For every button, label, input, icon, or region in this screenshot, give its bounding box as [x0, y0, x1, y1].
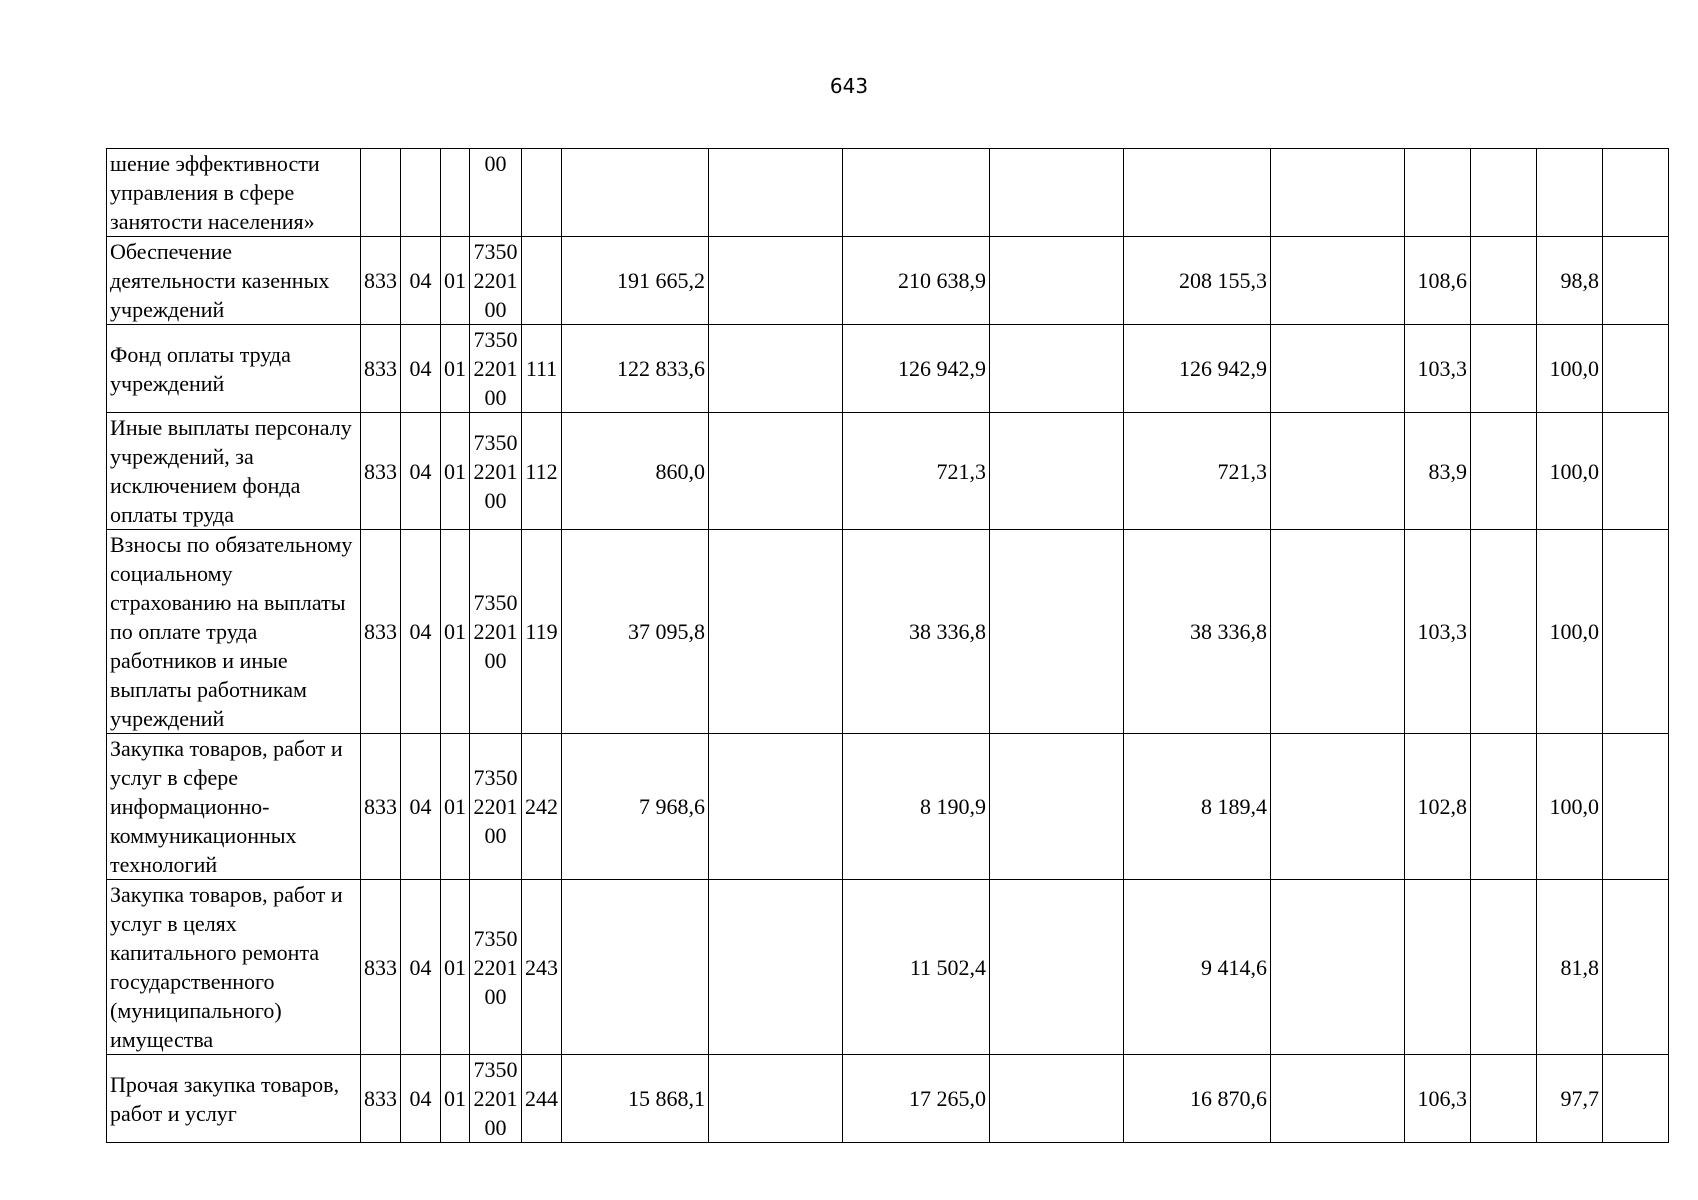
ministry-code-cell: 833 [361, 1055, 401, 1143]
percent-cell: 97,7 [1537, 1055, 1603, 1143]
section-code-cell: 04 [401, 325, 441, 413]
target-article-code-part: 00 [484, 983, 507, 1009]
amount-cell [843, 149, 990, 237]
percent-cell [1405, 149, 1471, 237]
target-article-code-part: 00 [484, 487, 507, 513]
amount-cell [1271, 413, 1405, 530]
expense-type-code-cell: 242 [522, 734, 562, 880]
amount-cell [1271, 237, 1405, 325]
amount-cell [1271, 325, 1405, 413]
target-article-code-part: 2201 [473, 356, 518, 381]
percent-cell [1603, 734, 1669, 880]
amount-cell [709, 880, 843, 1055]
amount-cell [990, 530, 1124, 734]
target-article-code-cell [470, 1055, 522, 1143]
amount-cell: 860,0 [562, 413, 709, 530]
target-article-code-part: 7350 [473, 1057, 518, 1082]
amount-cell [1271, 1055, 1405, 1143]
row-name-cell: Иные выплаты персоналу учреждений, за исключением фонда оплаты труда [107, 413, 361, 530]
expense-type-code-cell: 119 [522, 530, 562, 734]
row-name-cell: Взносы по обязательному социальному страхованию на выплаты по оплате труда работников и иные выплаты работникам учреждений [107, 530, 361, 734]
row-name-cell: Закупка товаров, работ и услуг в целях капитального ремонта государственного (муниципального) имущества [107, 880, 361, 1055]
table-row [107, 1055, 1669, 1143]
target-article-code-part: 2201 [473, 954, 518, 980]
amount-cell: 38 336,8 [1124, 530, 1271, 734]
percent-cell [1603, 237, 1669, 325]
percent-cell [1471, 413, 1537, 530]
target-article-code-part: 2201 [473, 619, 518, 644]
subsection-code-cell: 01 [441, 325, 470, 413]
target-article-code-part: 00 [484, 648, 507, 673]
percent-cell: 100,0 [1537, 530, 1603, 734]
target-article-code-cell [470, 734, 522, 880]
percent-cell [1405, 880, 1471, 1055]
percent-cell: 100,0 [1537, 413, 1603, 530]
table-row [107, 237, 1669, 325]
amount-cell [990, 880, 1124, 1055]
amount-cell: 37 095,8 [562, 530, 709, 734]
target-article-code-cell [470, 237, 522, 325]
amount-cell: 8 190,9 [843, 734, 990, 880]
target-article-code-part: 7350 [473, 429, 518, 455]
amount-cell [709, 734, 843, 880]
percent-cell: 103,3 [1405, 530, 1471, 734]
amount-cell [990, 149, 1124, 237]
percent-cell: 100,0 [1537, 325, 1603, 413]
subsection-code-cell: 01 [441, 734, 470, 880]
ministry-code-cell [361, 149, 401, 237]
section-code-cell [401, 149, 441, 237]
section-code-cell: 04 [401, 530, 441, 734]
target-article-code-part: 00 [484, 151, 507, 176]
percent-cell [1603, 325, 1669, 413]
percent-cell: 103,3 [1405, 325, 1471, 413]
table-row [107, 530, 1669, 734]
percent-cell [1471, 530, 1537, 734]
amount-cell [990, 734, 1124, 880]
amount-cell: 17 265,0 [843, 1055, 990, 1143]
row-name-cell: Обеспечение деятельности казенных учреждений [107, 237, 361, 325]
target-article-code-part: 2201 [473, 794, 518, 819]
target-article-code-part: 7350 [473, 765, 518, 790]
target-article-code-part: 2201 [473, 268, 518, 293]
amount-cell [990, 1055, 1124, 1143]
subsection-code-cell: 01 [441, 237, 470, 325]
section-code-cell: 04 [401, 413, 441, 530]
percent-cell: 100,0 [1537, 734, 1603, 880]
row-name-cell: Закупка товаров, работ и услуг в сфере информационно-коммуникационных технологий [107, 734, 361, 880]
ministry-code-cell: 833 [361, 237, 401, 325]
percent-cell [1603, 530, 1669, 734]
amount-cell: 126 942,9 [1124, 325, 1271, 413]
amount-cell: 8 189,4 [1124, 734, 1271, 880]
percent-cell [1471, 1055, 1537, 1143]
target-article-code-part: 00 [484, 823, 507, 848]
amount-cell [990, 325, 1124, 413]
table-row [107, 325, 1669, 413]
amount-cell: 15 868,1 [562, 1055, 709, 1143]
ministry-code-cell: 833 [361, 325, 401, 413]
percent-cell: 108,6 [1405, 237, 1471, 325]
target-article-code-part: 00 [484, 385, 507, 410]
percent-cell [1471, 325, 1537, 413]
section-code-cell: 04 [401, 734, 441, 880]
target-article-code-cell [470, 530, 522, 734]
table-row [107, 413, 1669, 530]
percent-cell: 106,3 [1405, 1055, 1471, 1143]
expense-type-code-cell [522, 237, 562, 325]
target-article-code-part: 2201 [473, 458, 518, 484]
amount-cell: 208 155,3 [1124, 237, 1271, 325]
target-article-code-cell [470, 325, 522, 413]
percent-cell: 98,8 [1537, 237, 1603, 325]
amount-cell: 11 502,4 [843, 880, 990, 1055]
row-name-cell: Прочая закупка товаров, работ и услуг [107, 1055, 361, 1143]
section-code-cell: 04 [401, 237, 441, 325]
target-article-code-part: 2201 [473, 1086, 518, 1111]
amount-cell [709, 325, 843, 413]
page-number: 643 [829, 74, 869, 98]
amount-cell [562, 880, 709, 1055]
table-row [107, 734, 1669, 880]
percent-cell: 81,8 [1537, 880, 1603, 1055]
percent-cell: 102,8 [1405, 734, 1471, 880]
target-article-code-part: 7350 [473, 239, 518, 264]
amount-cell: 122 833,6 [562, 325, 709, 413]
amount-cell [1124, 149, 1271, 237]
amount-cell [562, 149, 709, 237]
table-row [107, 149, 1669, 237]
expense-type-code-cell: 111 [522, 325, 562, 413]
percent-cell [1471, 880, 1537, 1055]
section-code-cell: 04 [401, 1055, 441, 1143]
target-article-code-part: 7350 [473, 590, 518, 615]
amount-cell [1271, 530, 1405, 734]
amount-cell [990, 413, 1124, 530]
amount-cell [709, 413, 843, 530]
percent-cell [1603, 880, 1669, 1055]
target-article-code-cell [470, 880, 522, 1055]
subsection-code-cell [441, 149, 470, 237]
amount-cell: 721,3 [843, 413, 990, 530]
percent-cell [1603, 149, 1669, 237]
target-article-code-cell [470, 413, 522, 530]
percent-cell: 83,9 [1405, 413, 1471, 530]
amount-cell: 721,3 [1124, 413, 1271, 530]
percent-cell [1537, 149, 1603, 237]
ministry-code-cell: 833 [361, 880, 401, 1055]
amount-cell [709, 237, 843, 325]
expense-type-code-cell: 243 [522, 880, 562, 1055]
subsection-code-cell: 01 [441, 413, 470, 530]
subsection-code-cell: 01 [441, 530, 470, 734]
expense-type-code-cell: 112 [522, 413, 562, 530]
amount-cell: 38 336,8 [843, 530, 990, 734]
amount-cell: 126 942,9 [843, 325, 990, 413]
expense-type-code-cell: 244 [522, 1055, 562, 1143]
ministry-code-cell: 833 [361, 734, 401, 880]
amount-cell [709, 530, 843, 734]
target-article-code-cell [470, 149, 522, 237]
percent-cell [1471, 149, 1537, 237]
amount-cell [990, 237, 1124, 325]
table-row [107, 880, 1669, 1055]
percent-cell [1603, 1055, 1669, 1143]
amount-cell [709, 149, 843, 237]
ministry-code-cell: 833 [361, 530, 401, 734]
amount-cell: 9 414,6 [1124, 880, 1271, 1055]
percent-cell [1471, 237, 1537, 325]
amount-cell: 7 968,6 [562, 734, 709, 880]
subsection-code-cell: 01 [441, 1055, 470, 1143]
amount-cell [1271, 149, 1405, 237]
expense-type-code-cell [522, 149, 562, 237]
amount-cell: 16 870,6 [1124, 1055, 1271, 1143]
target-article-code-part: 7350 [473, 327, 518, 352]
amount-cell [1271, 880, 1405, 1055]
row-name-cell: Фонд оплаты труда учреждений [107, 325, 361, 413]
percent-cell [1471, 734, 1537, 880]
target-article-code-part: 00 [484, 297, 507, 322]
row-name-cell: шение эффективности управления в сфере занятости населения» [107, 149, 361, 237]
budget-execution-table [106, 148, 1669, 1143]
subsection-code-cell: 01 [441, 880, 470, 1055]
ministry-code-cell: 833 [361, 413, 401, 530]
target-article-code-part: 00 [484, 1115, 507, 1140]
percent-cell [1603, 413, 1669, 530]
amount-cell [1271, 734, 1405, 880]
section-code-cell: 04 [401, 880, 441, 1055]
amount-cell: 191 665,2 [562, 237, 709, 325]
amount-cell [709, 1055, 843, 1143]
target-article-code-part: 7350 [473, 925, 518, 951]
amount-cell: 210 638,9 [843, 237, 990, 325]
